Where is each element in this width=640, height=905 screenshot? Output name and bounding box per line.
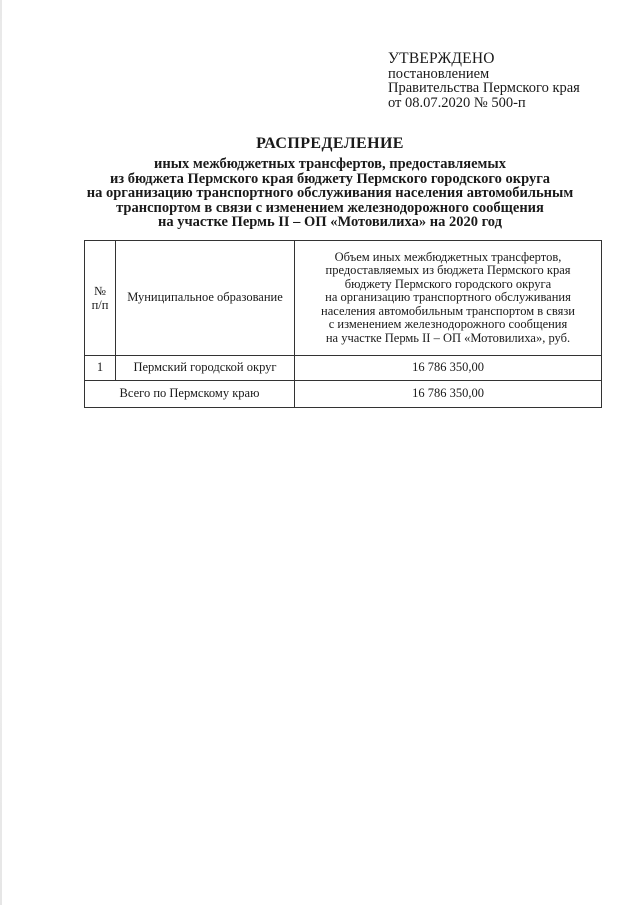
approval-stamp: [388, 52, 618, 110]
table-total-row: [85, 381, 602, 408]
header-amount-line-7: на участке Пермь II – ОП «Мотовилиха», руб.: [325, 330, 571, 345]
header-amount-line-5: населения автомобильным транспортом в связи: [321, 303, 575, 318]
header-amount-line-3: бюджету Пермского городского округа: [344, 276, 552, 291]
title-line-5: на участке Пермь II – ОП «Мотовилиха» на 2020 год: [158, 214, 502, 230]
header-amount-line-4: на организацию транспортного обслуживания: [325, 290, 571, 305]
header-number-symbol: №: [94, 284, 106, 298]
header-amount-line-1: Объем иных межбюджетных трансфертов,: [334, 249, 562, 264]
scan-edge: [0, 0, 2, 905]
row-municipality: Пермский городской округ: [116, 356, 295, 381]
allocation-table: [84, 240, 602, 408]
document-title: РАСПРЕДЕЛЕНИЕ: [256, 135, 404, 152]
header-amount-line-6: с изменением железнодорожного сообщения: [328, 317, 568, 332]
row-amount: 16 786 350,00: [295, 356, 602, 381]
header-number-cell: [85, 241, 116, 356]
header-amount-line-2: предоставляемых из бюджета Пермского края: [325, 263, 571, 278]
table-header-row: [85, 241, 602, 356]
approval-line-1: постановлением: [388, 65, 490, 82]
approved-label: УТВЕРЖДЕНО: [388, 50, 495, 67]
document-title-block: [60, 135, 600, 230]
approval-line-3: от 08.07.2020 № 500-п: [388, 94, 526, 111]
header-municipality: Муниципальное образование: [127, 290, 283, 305]
total-label: Всего по Пермскому краю: [85, 381, 295, 408]
header-municipality-cell: [116, 241, 295, 356]
table-row: [85, 356, 602, 381]
title-line-4: транспортом в связи с изменением железнодорожного сообщения: [116, 199, 544, 216]
total-amount: 16 786 350,00: [295, 381, 602, 408]
row-number: 1: [85, 356, 116, 381]
header-amount-cell: [295, 241, 602, 356]
title-line-3: на организацию транспортного обслуживания населения автомобильным: [86, 185, 574, 201]
header-number-abbr: п/п: [91, 297, 109, 312]
title-line-1: иных межбюджетных трансфертов, предоставляемых: [153, 156, 506, 172]
title-line-2: из бюджета Пермского края бюджету Пермского городского округа: [109, 170, 551, 187]
approval-line-2: Правительства Пермского края: [388, 80, 580, 96]
